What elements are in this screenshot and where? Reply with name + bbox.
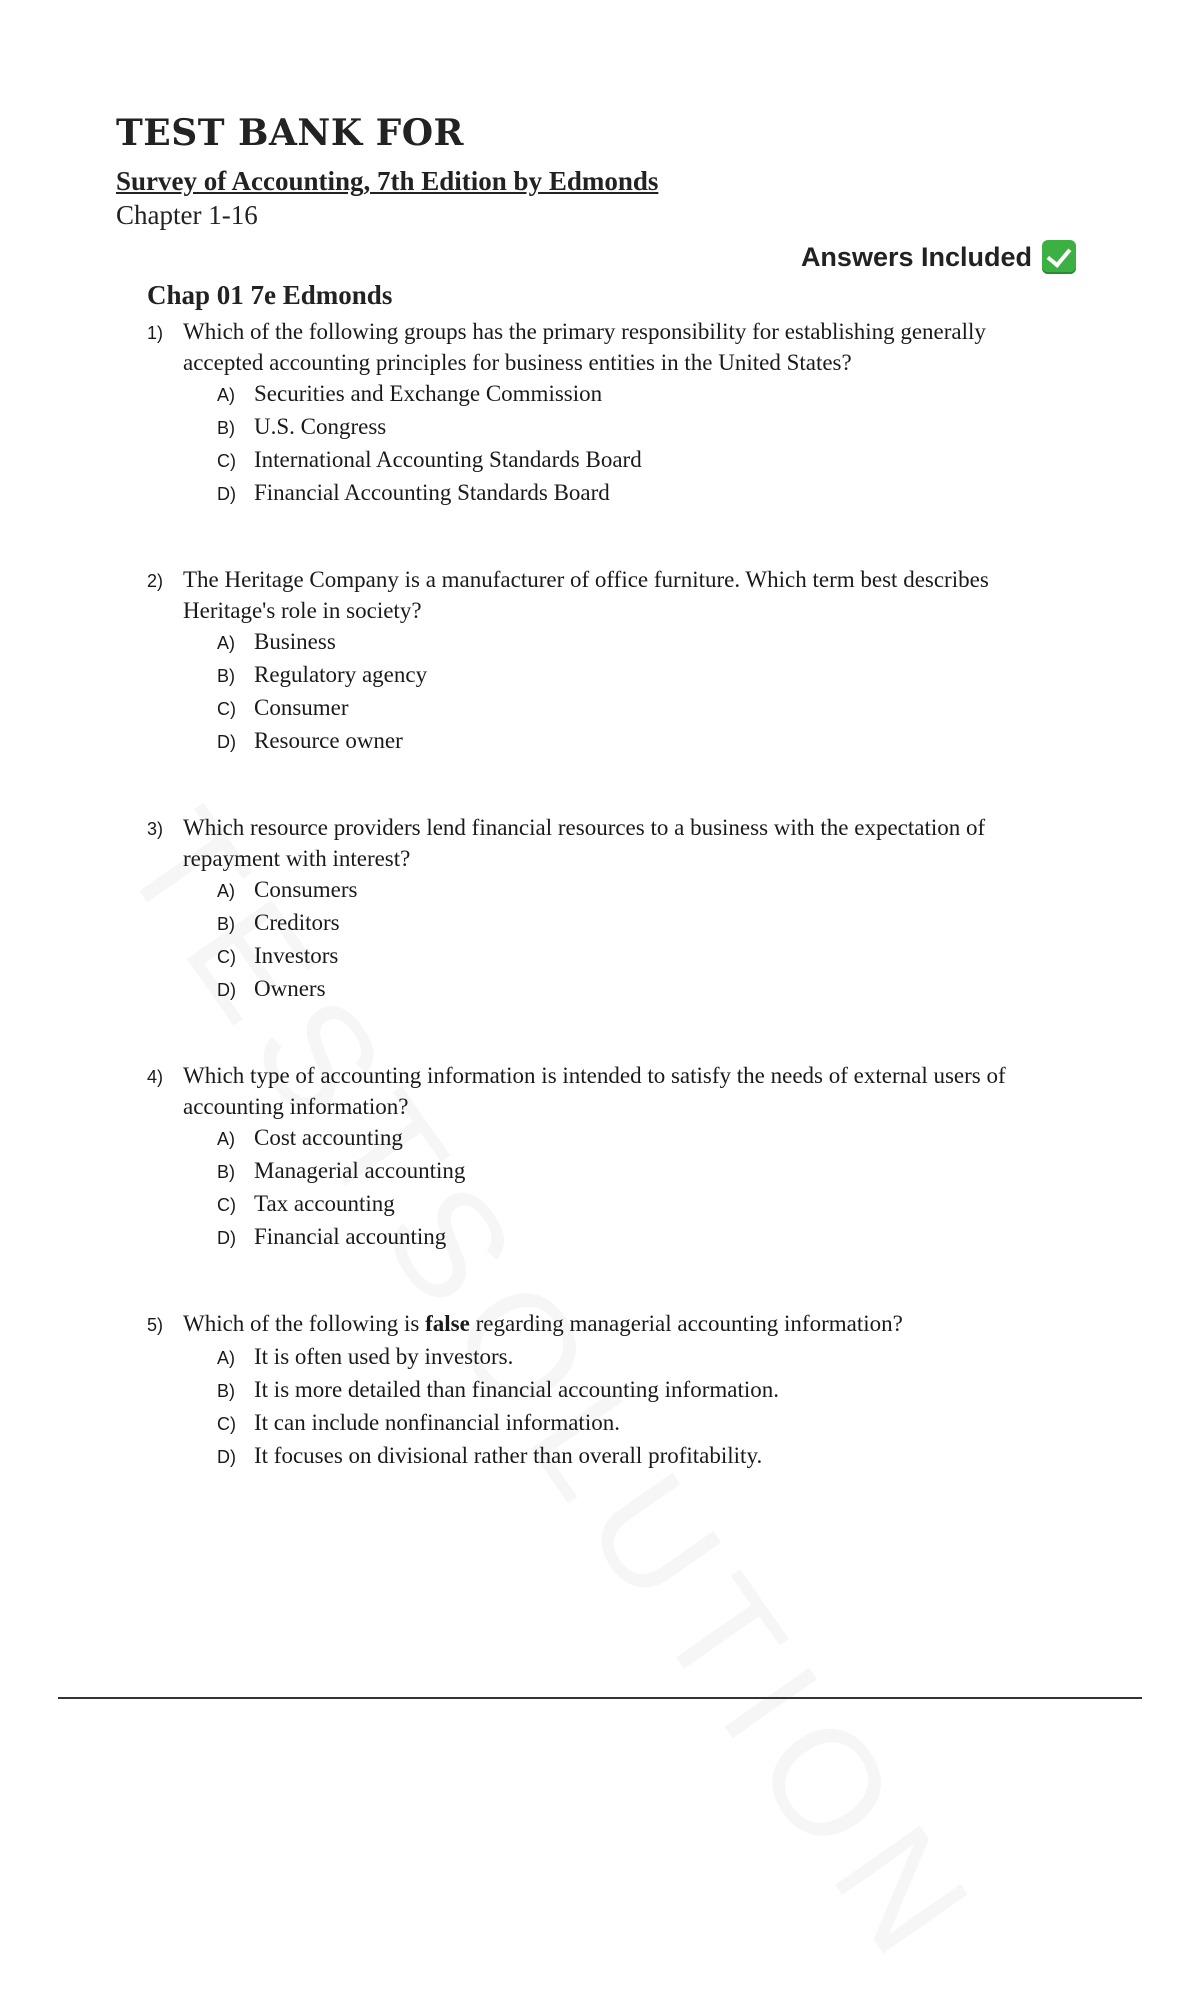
question-3 [147,812,1067,1006]
question-text: Which of the following groups has the primary responsibility for establishing generally accepted accounting principles for business entities in the United States? [183,319,986,375]
option-a [217,874,1067,907]
option-d [217,973,1067,1006]
check-box-icon [1042,240,1076,274]
option-letter: C) [217,1414,236,1434]
option-text: Consumer [254,695,349,720]
option-letter: D) [217,484,236,504]
option-text: Financial accounting [254,1224,447,1249]
option-text: Securities and Exchange Commission [254,381,603,406]
option-text: Business [254,629,336,654]
option-b [217,907,1067,940]
question-number: 1) [147,323,164,343]
option-d [217,1221,1067,1254]
option-a [217,1341,1067,1374]
question-text: The Heritage Company is a manufacturer of office furniture. Which term best describes Heritage's role in society? [183,567,989,623]
option-a [217,378,1067,411]
question-text: Which type of accounting information is intended to satisfy the needs of external users of accounting information? [183,1063,1006,1119]
question-text: Which of the following is false regarding managerial accounting information? [183,1311,903,1336]
option-b [217,1155,1067,1188]
option-letter: A) [217,1129,235,1149]
option-a [217,626,1067,659]
question-number: 3) [147,819,164,839]
option-letter: D) [217,732,236,752]
question-4 [147,1060,1067,1254]
option-text: U.S. Congress [254,414,387,439]
option-c [217,940,1067,973]
option-d [217,477,1067,510]
chapter-range: Chapter 1-16 [116,200,258,230]
option-letter: B) [217,1162,235,1182]
option-letter: D) [217,1447,236,1467]
answer-options [147,626,1067,758]
answers-included-label: Answers Included [800,241,1032,272]
option-a [217,1122,1067,1155]
option-text: Resource owner [254,728,403,753]
option-letter: C) [217,699,236,719]
answer-options [147,1122,1067,1254]
option-text: International Accounting Standards Board [254,447,642,472]
option-letter: A) [217,633,235,653]
option-letter: D) [217,1228,236,1248]
option-letter: B) [217,418,235,438]
option-d [217,725,1067,758]
answer-options [147,378,1067,510]
option-letter: A) [217,881,235,901]
question-number: 2) [147,571,164,591]
option-c [217,1407,1067,1440]
option-text: Tax accounting [254,1191,395,1216]
option-b [217,411,1067,444]
option-text: It focuses on divisional rather than overall profitability. [254,1443,763,1468]
question-5 [147,1308,1067,1473]
option-letter: B) [217,1381,235,1401]
option-letter: C) [217,451,236,471]
option-letter: C) [217,1195,236,1215]
option-b [217,1374,1067,1407]
option-d [217,1440,1067,1473]
option-c [217,692,1067,725]
option-text: Regulatory agency [254,662,428,687]
option-text: Cost accounting [254,1125,403,1150]
option-letter: C) [217,947,236,967]
option-text: Creditors [254,910,340,935]
document-title: TEST BANK FOR [116,112,464,154]
answer-options [147,1341,1067,1473]
option-text: Owners [254,976,326,1001]
book-title: Survey of Accounting, 7th Edition by Edmonds [116,166,659,196]
option-text: Investors [254,943,339,968]
question-2 [147,564,1067,758]
option-letter: A) [217,385,235,405]
question-number: 5) [147,1315,164,1335]
question-number: 4) [147,1067,164,1087]
chapter-heading: Chap 01 7e Edmonds [147,280,393,310]
question-1 [147,316,1067,510]
option-text: Managerial accounting [254,1158,466,1183]
option-letter: A) [217,1348,235,1368]
option-text: It is more detailed than financial accounting information. [254,1377,779,1402]
option-c [217,444,1067,477]
option-text: Financial Accounting Standards Board [254,480,610,505]
option-b [217,659,1067,692]
option-text: It can include nonfinancial information. [254,1410,620,1435]
answer-options [147,874,1067,1006]
emphasis-false: false [425,1311,470,1336]
option-c [217,1188,1067,1221]
answers-included-badge [801,240,1076,274]
option-text: Consumers [254,877,358,902]
page-bottom-rule [58,1697,1142,1699]
option-letter: B) [217,666,235,686]
option-letter: B) [217,914,235,934]
option-letter: D) [217,980,236,1000]
option-text: It is often used by investors. [254,1344,514,1369]
question-text: Which resource providers lend financial resources to a business with the expectation of repayment with interest? [183,815,986,871]
